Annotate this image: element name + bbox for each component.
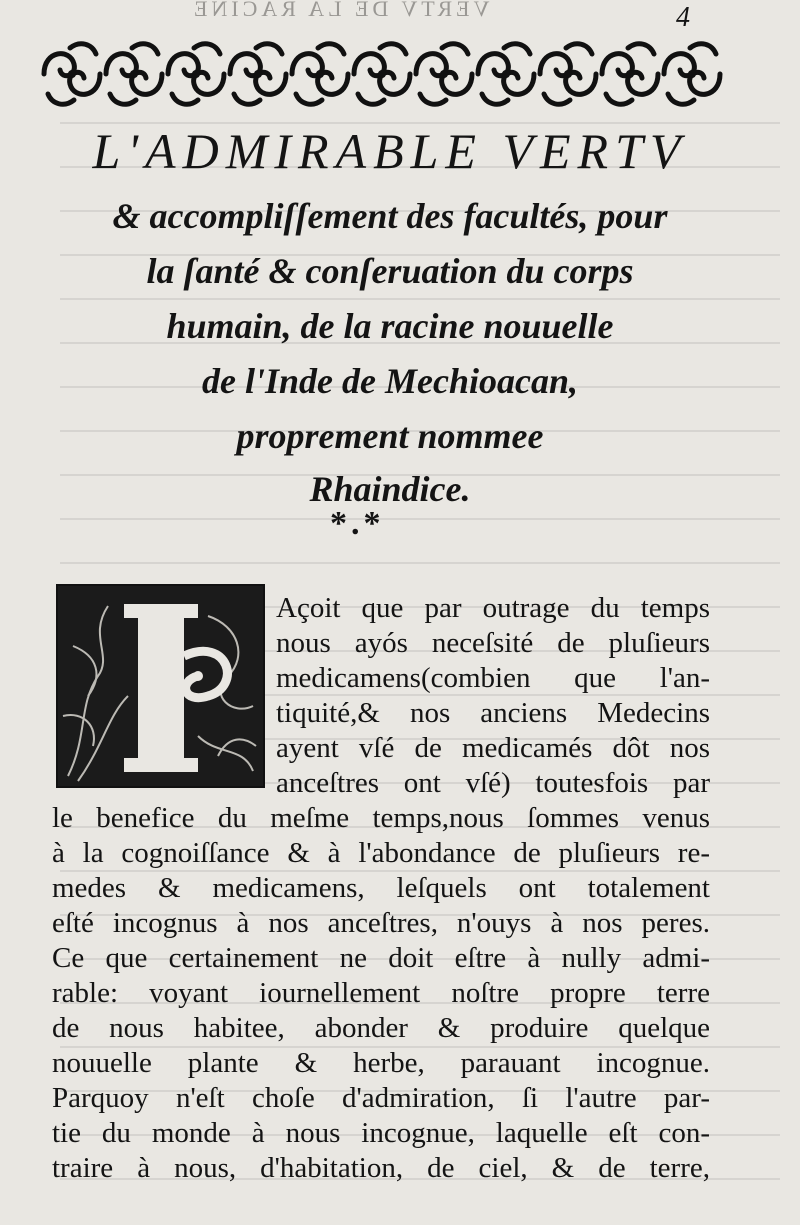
running-head: VERTV DE LA RACINE <box>190 0 490 21</box>
body-line: tiquité,& nos anciens Medecins <box>276 697 710 729</box>
body-line: rable: voyant iournellement noſtre propre terre <box>52 977 710 1009</box>
body-line: traire à nous, d'habitation, de ciel, & de terre, <box>52 1152 710 1184</box>
body-line: medicamens(combien que l'an- <box>276 662 710 694</box>
body-line: Parquoy n'eſt choſe d'admiration, ſi l'autre par- <box>52 1082 710 1114</box>
body-line: nouuelle plante & herbe, parauant incognue. <box>52 1047 710 1079</box>
body-line: eſté incognus à nos anceſtres, n'ouys à nos peres. <box>52 907 710 939</box>
title-line: & accompliſſement des facultés, pour <box>112 196 668 236</box>
body-line: à la cognoiſſance & à l'abondance de pluſieurs re- <box>52 837 710 869</box>
body-line: Ce que certainement ne doit eſtre à nully admi- <box>52 942 710 974</box>
body-line: nous ayós neceſsité de pluſieurs <box>276 627 710 659</box>
title-line: Rhaindice. <box>309 469 471 509</box>
body-line: tie du monde à nous incognue, laquelle eſt con- <box>52 1117 710 1149</box>
title-line: proprement nommee <box>236 416 544 456</box>
body-line: Açoit que par outrage du temps <box>276 592 710 624</box>
historiated-initial-icon <box>56 584 265 788</box>
body-line: ayent vſé de medicamés dôt nos <box>276 732 710 764</box>
asterism: *.* <box>330 505 385 542</box>
body-line: de nous habitee, abonder & produire quelque <box>52 1012 710 1044</box>
page-number: 4 <box>676 2 690 33</box>
title-main: L'ADMIRABLE VERTV <box>92 123 688 179</box>
body-line: anceſtres ont vſé) toutesfois par <box>276 767 710 799</box>
scrollwork-headpiece-icon <box>40 38 755 110</box>
title-line: la ſanté & conſeruation du corps <box>146 251 634 291</box>
title-line: humain, de la racine nouuelle <box>166 306 614 346</box>
title-line: de l'Inde de Mechioacan, <box>202 361 578 401</box>
body-line: medes & medicamens, leſquels ont totalement <box>52 872 710 904</box>
body-line: le benefice du meſme temps,nous ſommes venus <box>52 802 710 834</box>
